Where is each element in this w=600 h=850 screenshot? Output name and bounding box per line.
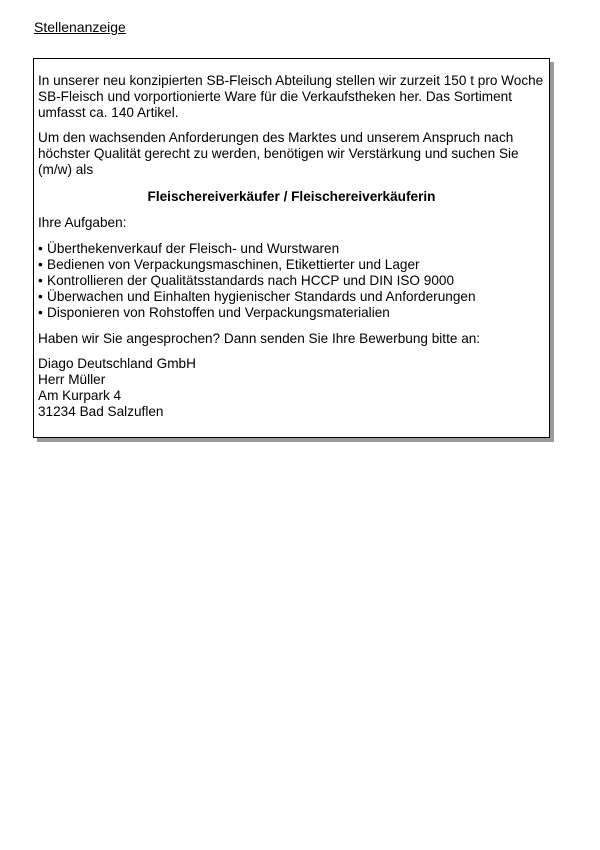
- bullet-icon: •: [38, 305, 43, 320]
- task-text: Überwachen und Einhalten hygienischer Standards und Anforderungen: [47, 289, 476, 304]
- bullet-icon: •: [38, 241, 43, 256]
- tasks-label: Ihre Aufgaben:: [38, 215, 127, 230]
- list-item: [38, 257, 545, 273]
- job-ad-box: [33, 58, 550, 438]
- call-to-action: Haben wir Sie angesprochen? Dann senden Sie Ihre Bewerbung bitte an:: [38, 331, 481, 346]
- bullet-icon: •: [38, 257, 43, 272]
- list-item: [38, 289, 545, 305]
- list-item: [38, 273, 545, 289]
- address-city: 31234 Bad Salzuflen: [38, 404, 164, 419]
- intro-paragraph-1: In unserer neu konzipierten SB-Fleisch Abteilung stellen wir zurzeit 150 t pro Woche SB-Fleisch und vorportionierte Ware für die Verkaufstheken her. Das Sortiment umfasst ca. 140 Artikel.: [38, 73, 544, 120]
- task-text: Kontrollieren der Qualitätsstandards nach HCCP und DIN ISO 9000: [47, 273, 455, 288]
- task-text: Disponieren von Rohstoffen und Verpackungsmaterialien: [47, 305, 390, 320]
- address-contact: Herr Müller: [38, 372, 106, 387]
- address-street: Am Kurpark 4: [38, 388, 122, 403]
- page-heading: Stellenanzeige: [34, 19, 126, 35]
- address-company: Diago Deutschland GmbH: [38, 356, 196, 371]
- list-item: [38, 241, 545, 257]
- contact-address: [38, 356, 545, 420]
- bullet-icon: •: [38, 289, 43, 304]
- task-text: Überthekenverkauf der Fleisch- und Wurstwaren: [47, 241, 340, 256]
- intro-paragraph-2: Um den wachsenden Anforderungen des Marktes und unserem Anspruch nach höchster Qualität gerecht zu werden, benötigen wir Verstärkung und suchen Sie (m/w) als: [38, 130, 519, 177]
- position-title: Fleischereiverkäufer / Fleischereiverkäuferin: [147, 189, 436, 204]
- bullet-icon: •: [38, 273, 43, 288]
- tasks-list: [38, 241, 545, 321]
- task-text: Bedienen von Verpackungsmaschinen, Etikettierter und Lager: [47, 257, 420, 272]
- list-item: [38, 305, 545, 321]
